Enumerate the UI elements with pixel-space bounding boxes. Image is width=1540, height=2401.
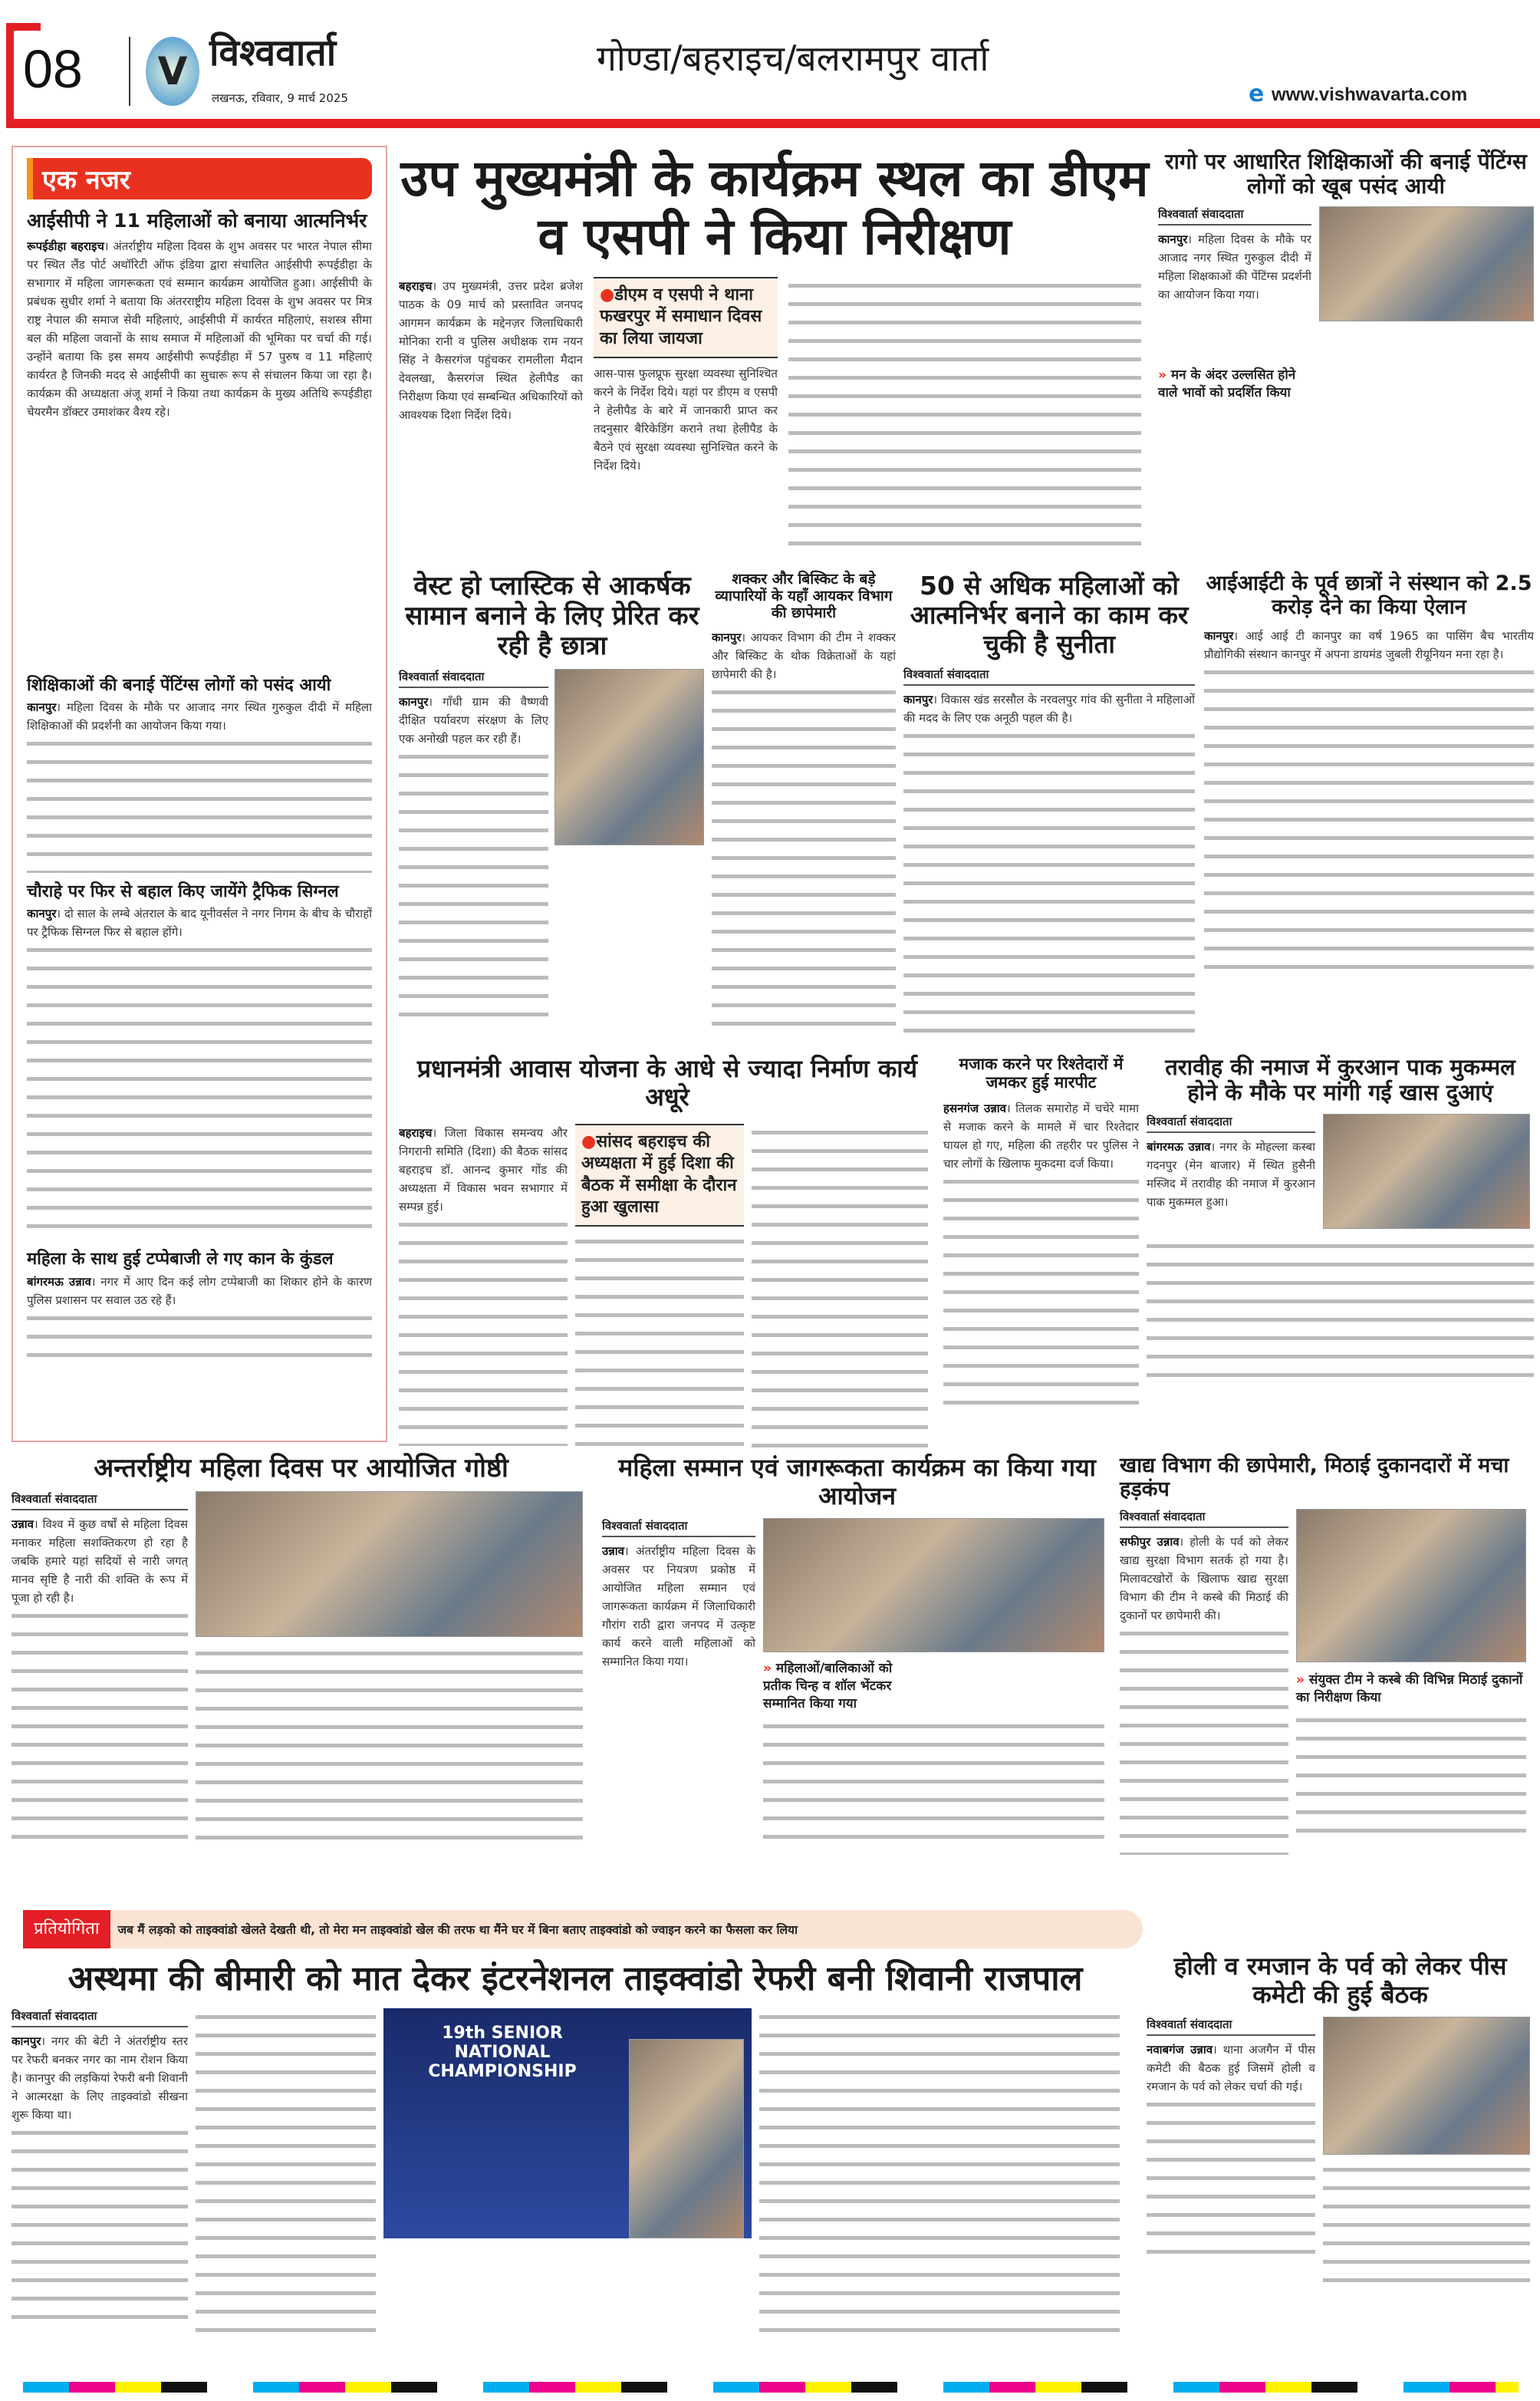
- shivani-story: [12, 1960, 1139, 2370]
- headline: चौराहे पर फिर से बहाल किए जायेंगे ट्रैफिक सिग्नल: [27, 882, 339, 902]
- byline: विश्ववार्ता संवाददाता: [12, 2008, 188, 2027]
- article-text: । गाँधी ग्राम की वैष्णवी दीक्षित पर्यावरण संरक्षण के लिए एक अनोखी पहल कर रही हैं।: [399, 695, 548, 746]
- paintings-photo: [1319, 206, 1534, 321]
- headline: अन्तर्राष्ट्रीय महिला दिवस पर आयोजित गोष्ठी: [94, 1453, 508, 1484]
- byline: विश्ववार्ता संवाददाता: [1120, 1509, 1288, 1528]
- pull-quote-text: सांसद बहराइच की अध्यक्षता में हुई दिशा की बैठक में समीक्षा के दौरान हुआ खुलासा: [581, 1131, 737, 1217]
- dateline: उन्नाव: [602, 1543, 624, 1558]
- majak-story: [943, 1055, 1139, 1446]
- headline: तरावीह की नमाज में कुरआन पाक मुकम्मल होने के मौके पर मांगी गई खास दुआएं: [1165, 1054, 1515, 1106]
- article-icp: [27, 210, 372, 667]
- referee-photo: [629, 2039, 744, 2238]
- student-photo: [554, 669, 704, 845]
- plastic-story: [399, 571, 706, 1039]
- poster-text: 19th SENIOR NATIONAL CHAMPIONSHIP: [428, 2023, 577, 2081]
- meeting-photo: [1323, 2017, 1530, 2155]
- pull-quote: महिलाओं/बालिकाओं को प्रतीक चिन्ह व शॉल भेंटकर सम्मानित किया गया: [763, 1660, 893, 1711]
- headline: मजाक करने पर रिश्तेदारों में जमकर हुई मारपीट: [959, 1055, 1124, 1092]
- article-text: आस-पास फुलप्रूफ सुरक्षा व्यवस्था सुनिश्चित करने के निर्देश दिये। यहां पर डीएम व एसपी ने हेलीपैड के बारे में जानकारी प्राप्त कर तदनुसार बैरिकेडिंग कराने तथा हेलीपैड के बैठने एवं सुरक्षा व्यवस्था सुनिश्चित करने के निर्देश दिये।: [594, 366, 778, 473]
- headline: होली व रमजान के पर्व को लेकर पीस कमेटी की हुई बैठक: [1173, 1951, 1507, 2009]
- pmay-story: [399, 1055, 936, 1446]
- pull-quote: मन के अंदर उल्लसित होने वाले भावों को प्रदर्शित किया: [1158, 367, 1296, 401]
- dateline: बहराइच: [399, 1125, 433, 1140]
- dateline: कानपुर: [12, 2034, 41, 2048]
- dateline: बहराइच: [399, 278, 433, 293]
- dateline: कानपुर: [1204, 629, 1234, 644]
- dateline: हसनगंज उन्नाव: [943, 1102, 1006, 1116]
- seminar-photo: [196, 1491, 583, 1637]
- lead-story: [399, 150, 1150, 564]
- dateline: रूपईडीहा बहराइच: [27, 239, 104, 253]
- website-link[interactable]: www.vishwavarta.com: [1272, 84, 1468, 105]
- article-text: । जिला विकास समन्वय और निगरानी समिति (दिशा) की बैठक सांसद बहराइच डॉ. आनन्द कुमार गोंड की अध्यक्षता में विकास भवन सभागार में सम्पन्न हुई।: [399, 1125, 568, 1214]
- dateline: कानपुर: [399, 695, 429, 710]
- lead-headline-1: उप मुख्यमंत्री के कार्यक्रम स्थल का डीएम: [400, 149, 1149, 208]
- headline: वेस्ट हो प्लास्टिक से आकर्षक सामान बनाने के लिए प्रेरित कर रही है छात्रा: [405, 571, 699, 662]
- article-text: । महिला दिवस के मौके पर आजाद नगर स्थित गुरुकुल दीदी में महिला शिक्षिकाओं की प्रदर्शनी का आयोजन किया गया।: [27, 700, 372, 733]
- ek-nazar-column: [12, 146, 387, 1442]
- logo-icon: V: [146, 37, 199, 106]
- holi-peace-committee-story: [1147, 1952, 1534, 2370]
- dateline: लखनऊ, रविवार, 9 मार्च 2025: [212, 91, 348, 105]
- pull-quote-text: डीएम व एसपी ने थाना फखरपुर में समाधान दिवस का लिया जायजा: [600, 285, 762, 348]
- page-number: 08: [23, 39, 83, 99]
- dateline: कानपुर: [1158, 232, 1188, 247]
- dateline: कानपुर: [27, 700, 57, 715]
- dateline: कानपुर: [27, 907, 57, 921]
- dateline: कानपुर: [712, 630, 742, 644]
- article-text: । आई आई टी कानपुर का वर्ष 1965 का पासिंग बैच भारतीय प्रौद्योगिकी संस्थान कानपुर में अपना डायमंड जुबली रीयूनियन मना रहा है।: [1204, 629, 1534, 662]
- section-title: गोण्डा/बहराइच/बलरामपुर वार्ता: [597, 38, 989, 79]
- headline: 50 से अधिक महिलाओं को आत्मनिर्भर बनाने का काम कर चुकी है सुनीता: [910, 571, 1189, 659]
- khadya-raid-story: खाद्य विभाग की छापेमारी, मिठाई दुकानदारों में मचा हड़कंप विश्ववार्ता संवाददाता सफीपुर उन्नाव। होली के पर्व को लेकर खाद्य सुरक्षा विभाग सतर्क हो गया है। मिलावटखोरों के खिलाफ खाद्य सुरक्षा विभाग की टीम ने कस्बे की मिठाई की दुकानों पर छापेमारी की। » संयुक्त टीम ने कस्बे की विभिन्न मिठाई दुकानों का निरीक्षण किया: [1120, 1454, 1534, 1899]
- headline: शिक्षिकाओं की बनाई पेंटिंग्स लोगों को पसंद आयी: [27, 675, 331, 695]
- felicitation-photo: [763, 1518, 1104, 1652]
- gosthi-story: [12, 1454, 591, 1899]
- article-text: । आयकर विभाग की टीम ने शक्कर और बिस्किट के थोक विक्रेताओं के यहां छापेमारी की है।: [712, 630, 896, 681]
- dateline: कानपुर: [903, 692, 933, 706]
- income-tax-raid-story: [712, 571, 896, 1039]
- lead-headline-2: व एसपी ने किया निरीक्षण: [538, 206, 1012, 266]
- dateline: उन्नाव: [12, 1517, 34, 1532]
- headline: महिला सम्मान एवं जागरूकता कार्यक्रम का किया गया आयोजन: [618, 1453, 1096, 1510]
- headline: प्रधानमंत्री आवास योजना के आधे से ज्यादा निर्माण कार्य अधूरे: [416, 1054, 918, 1112]
- mahila-samman-story: महिला सम्मान एवं जागरूकता कार्यक्रम का किया गया आयोजन विश्ववार्ता संवाददाता उन्नाव। अंतर्राष्ट्रीय महिला दिवस के अवसर पर नियत्रण प्रकोष्ठ में आयोजित महिला सम्मान एवं जागरूकता कार्यक्रम में जिलाधिकारी गौरांग राठी द्वारा जनपद में उत्कृष्ट कार्य करने वाली महिलाओं को सम्मानित किया गया। » महिलाओं/बालिकाओं को प्रतीक चिन्ह व शॉल भेंटकर सम्मानित किया गया: [602, 1454, 1112, 1899]
- raag-paintings-story: रागो पर आधारित शिक्षिकाओं की बनाई पेंटिंग्स लोगों को खूब पसंद आयी विश्ववार्ता संवाददाता कानपुर। महिला दिवस के मौके पर आजाद नगर स्थित गुरुकुल दीदी में महिला शिक्षकाओं की पेंटिंग्स प्रदर्शनी का आयोजन किया गया। » मन के अंदर उल्लसित होने वाले भावों को प्रदर्शित किया: [1158, 150, 1534, 564]
- byline: विश्ववार्ता संवाददाता: [903, 667, 1195, 686]
- article-text: । विकास खंड सरसौल के नरवलपुर गांव की सुनीता ने महिलाओं की मदद के लिए एक अनूठी पहल की है।: [903, 692, 1195, 725]
- banner-quote: जब मैं लड़को को ताइक्वांडो खेलते देखती थी, तो मेरा मन ताइक्वांडो खेल की तरफ था मैंने घर में बिना बताए ताइक्वांडो को ज्वाइन करने का फैसला कर लिया: [117, 1923, 798, 1937]
- headline: रागो पर आधारित शिक्षिकाओं की बनाई पेंटिंग्स लोगों को खूब पसंद आयी: [1165, 149, 1527, 199]
- article-text: । अंतर्राष्ट्रीय महिला दिवस के अवसर पर नियत्रण प्रकोष्ठ में आयोजित महिला सम्मान एवं जागरूकता कार्यक्रम में जिलाधिकारी गौरांग राठी द्वारा जनपद में उत्कृष्ट कार्य करने वाली महिलाओं को सम्मानित किया गया।: [602, 1543, 755, 1668]
- headline: अस्थमा की बीमारी को मात देकर इंटरनेशनल ताइक्वांडो रेफरी बनी शिवानी राजपाल: [67, 1959, 1083, 1998]
- byline: विश्ववार्ता संवाददाता: [399, 669, 548, 688]
- byline: विश्ववार्ता संवाददाता: [12, 1491, 188, 1510]
- article-text: । नगर की बेटी ने अंतर्राष्ट्रीय स्तर पर रेफरी बनकर नगर का नाम रोशन किया है। कानपुर की लड़कियां रेफरी बनी शिवानी ने आत्मरक्षा के लिए ताइक्वांडो सीखना शुरू किया था।: [12, 2034, 188, 2122]
- mosque-photo: [1323, 1114, 1530, 1229]
- sweet-shop-photo: [1296, 1509, 1526, 1662]
- brand-name: विश्ववार्ता: [209, 31, 337, 74]
- article-text: । नगर में आए दिन कई लोग टप्पेबाजी का शिकार होने के कारण पुलिस प्रशासन पर सवाल उठ रहे हैं।: [27, 1274, 372, 1307]
- headline: आईसीपी ने 11 महिलाओं को बनाया आत्मनिर्भर: [27, 209, 367, 232]
- article-text: । अंतर्राष्ट्रीय महिला दिवस के शुभ अवसर पर भारत नेपाल सीमा पर स्थित लैंड पोर्ट अथॉरिटी ऑफ इंडिया द्वारा संचालित आईसीपी रूपईडीहा के सभागार में महिला जागरूकता एवं सम्मान कार्यक्रम आयोजित हुआ। आईसीपी के प्रबंधक सुधीर शर्मा ने बताया कि अंतरराष्ट्रीय महिला दिवस के शुभ अवसर पर मित्र राष्ट्र नेपाल की समाज सेवी महिलाएं, आईसीपी में कार्यरत महिलाएं, सशस्त्र सीमा बल की महिला जवानों के साथ समाज में महिलाओं की भूमिका पर चर्चा की गई। उन्होंने बताया कि इस समय आईसीपी रूपईडीहा में 57 पुरुष व 11 महिलाएं कार्यरत है जिनकी मदद से आईसीपी का सुचारू रूप से संचालन किया जा रहा है। कार्यक्रम की अध्यक्षता अंजू शर्मा ने किया तथा कार्यक्रम के मुख्य अतिथि रूपईडीहा चेयरमैन डॉक्टर उमाशंकर वैश्य रहे।: [27, 239, 372, 419]
- article-text: । थाना अजगैन में पीस कमेटी की बैठक हुई जिसमें होली व रमजान के पर्व को लेकर चर्चा की गई।: [1147, 2042, 1315, 2093]
- pratiyogita-banner: [23, 1910, 1143, 1948]
- article-text: । दो साल के लम्बे अंतराल के बाद यूनीवर्सल ने नगर निगम के बीच के चौराहों पर ट्रैफिक सिग्नल फिर से बहाल होंगे।: [27, 907, 372, 940]
- byline: विश्ववार्ता संवाददाता: [1158, 206, 1311, 226]
- masthead: [6, 23, 1534, 127]
- article-text: । महिला दिवस के मौके पर आजाद नगर स्थित गुरुकुल दीदी में महिला शिक्षकाओं की पेंटिंग्स प्रदर्शनी का आयोजन किया गया।: [1158, 232, 1311, 302]
- championship-photo: [383, 2008, 752, 2238]
- dateline: बांगरमऊ उन्नाव: [1147, 1139, 1211, 1154]
- headline: महिला के साथ हुई टप्पेबाजी ले गए कान के कुंडल: [27, 1250, 334, 1270]
- byline: विश्ववार्ता संवाददाता: [1147, 1114, 1315, 1133]
- article-tappebaji: [27, 1250, 372, 1364]
- headline: खाद्य विभाग की छापेमारी, मिठाई दुकानदारों में मचा हड़कंप: [1120, 1454, 1509, 1502]
- article-text: । नगर के मोहल्ला कस्बा गदनपुर (मेन बाजार) में स्थित हुसैनी मस्जिद में तरावीह की नमाज में कुरआन पाक मुकम्मल हुआ।: [1147, 1139, 1315, 1209]
- dateline: बांगरमऊ उन्नाव: [27, 1274, 91, 1289]
- article-text: । होली के पर्व को लेकर खाद्य सुरक्षा विभाग सतर्क हो गया है। मिलावटखोरों के खिलाफ खाद्य सुरक्षा विभाग की टीम ने कस्बे की मिठाई की दुकानों पर छापेमारी की।: [1120, 1535, 1288, 1623]
- taraveeh-story: [1147, 1055, 1534, 1446]
- byline: विश्ववार्ता संवाददाता: [1147, 2017, 1315, 2036]
- ek-nazar-label: एक नजर: [27, 158, 372, 199]
- banner-tag: प्रतियोगिता: [23, 1910, 110, 1948]
- headline: शक्कर और बिस्किट के बड़े व्यापारियों के यहाँ आयकर विभाग की छापेमारी: [715, 571, 893, 621]
- headline: आईआईटी के पूर्व छात्रों ने संस्थान को 2.5 करोड़ देने का किया ऐलान: [1206, 571, 1532, 620]
- article-text: । तिलक समारोह में चचेरे मामा से मजाक करने के मामले में चार रिश्तेदार घायल हो गए, महिला की तहरीर पर पुलिस ने चार लोगों के खिलाफ मुकदमा दर्ज किया।: [943, 1102, 1139, 1171]
- color-registration-bar: [23, 2382, 1519, 2393]
- pull-quote: ●सांसद बहराइच की अध्यक्षता में हुई दिशा की बैठक में समीक्षा के दौरान हुआ खुलासा: [575, 1124, 744, 1227]
- iit-story: [1204, 571, 1534, 1039]
- pull-quote: ●डीएम व एसपी ने थाना फखरपुर में समाधान दिवस का लिया जायजा: [594, 277, 778, 358]
- article-text: । उप मुख्यमंत्री, उत्तर प्रदेश ब्रजेश पाठक के 09 मार्च को प्रस्तावित जनपद आगमन कार्यक्रम के मद्देनज़र जिलाधिकारी मोनिका रानी व पुलिस अधीक्षक राम नयन सिंह ने कैसरगंज पहुंचकर रामलीला मैदान देवलखा, कैसरगंज स्थित हेलीपैड का निरीक्षण किया एवं सम्बन्धित अधिकारियों को आवश्यक दिशा निर्देश दिये।: [399, 278, 583, 422]
- article-traffic-signal: [27, 882, 372, 1242]
- article-paintings: [27, 676, 372, 874]
- dateline: नवाबगंज उन्नाव: [1147, 2042, 1213, 2057]
- dateline: सफीपुर उन्नाव: [1120, 1535, 1180, 1550]
- article-text: । विश्व में कुछ वर्षों से महिला दिवस मनाकर महिला सशक्तिकरण हो रहा है जबकि हमारे यहां सदियों से नारी जगत् मानव सृष्टि है नारी की शक्ति के रूप में पूजा हो रही है।: [12, 1517, 188, 1606]
- sunita-story: [903, 571, 1195, 1039]
- pull-quote: संयुक्त टीम ने कस्बे की विभिन्न मिठाई दुकानों का निरीक्षण किया: [1296, 1672, 1523, 1706]
- ie-globe-icon: e: [1249, 81, 1265, 107]
- byline: विश्ववार्ता संवाददाता: [602, 1518, 755, 1537]
